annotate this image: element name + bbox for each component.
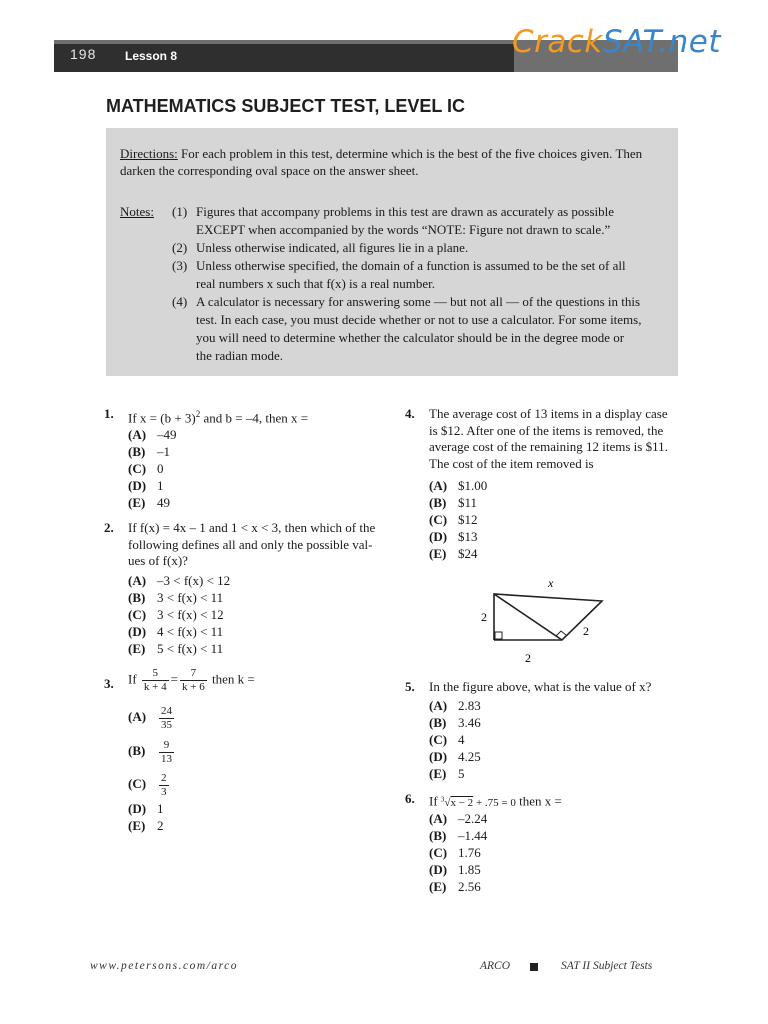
figure-hypotenuse	[494, 594, 562, 640]
choice-item: (E) $24	[429, 546, 478, 561]
footer-publisher: ARCO	[480, 960, 511, 972]
choice-item: (D) $13	[429, 529, 478, 544]
site-logo: CrackSAT.net	[512, 24, 722, 60]
question-stem-line: average cost of the remaining 12 items is $11.	[429, 439, 668, 454]
question-stem-line: The average cost of 13 items in a display case	[429, 406, 668, 421]
note-text: Unless otherwise indicated, all figures lie in a plane.	[196, 240, 469, 255]
choice-item: (E) 5	[429, 766, 465, 781]
choice-item: (C) $12	[429, 512, 478, 527]
choice-item: (C) 3 < f(x) < 12	[128, 607, 224, 622]
question-number: 5.	[405, 679, 415, 694]
question-stem-line: If f(x) = 4x – 1 and 1 < x < 3, then which of the	[128, 520, 376, 535]
question-number: 1.	[104, 406, 114, 421]
note-text: real numbers x such that f(x) is a real number.	[196, 276, 435, 291]
question-number: 2.	[104, 520, 114, 535]
question-5-stem: In the figure above, what is the value of x?	[429, 679, 652, 694]
note-text: test. In each case, you must decide whether or not to use a calculator. For some items,	[196, 312, 642, 327]
notes-label: Notes:	[120, 204, 154, 219]
directions-line-2: darken the corresponding oval space on the answer sheet.	[120, 163, 419, 178]
note-number: (3)	[172, 258, 188, 273]
choice-item: (D) 4 < f(x) < 11	[128, 624, 224, 639]
note-number: (2)	[172, 240, 188, 255]
note-text: you will need to determine whether the calculator should be in the degree mode or	[196, 330, 625, 345]
question-6-stem: If $^3$√x − 2 + .75 = 0 then x =	[429, 793, 562, 809]
choice-item: (A) –2.24	[429, 811, 488, 826]
question-stem-line: following defines all and only the possible val-	[128, 536, 373, 552]
directions-line-1: Directions: For each problem in this test, determine which is the best of the five choices given. Then	[120, 146, 643, 161]
header-bar-dark	[54, 44, 514, 72]
question-number: 6.	[405, 791, 415, 806]
choice-item: (D) 1	[128, 801, 164, 816]
note-text: A calculator is necessary for answering some — but not all — of the questions in this	[196, 294, 641, 309]
choice-item: (B) $11	[429, 495, 478, 510]
figure-label-left: 2	[481, 610, 487, 624]
choice-item: (A) $1.00	[429, 478, 488, 493]
right-angle-mark	[495, 632, 502, 639]
question-number: 3.	[104, 676, 114, 691]
choice-item: (B) –1.44	[429, 828, 488, 843]
question-number: 4.	[405, 406, 415, 421]
question-stem-line: The cost of the item removed is	[429, 455, 594, 471]
choice-item: (C) 4	[429, 732, 465, 747]
note-text: Figures that accompany problems in this test are drawn as accurately as possible	[196, 204, 615, 219]
choice-item: (C) $\frac{2}{3}$	[128, 772, 167, 798]
choice-item: (A) 2.83	[429, 698, 481, 713]
note-text: Unless otherwise specified, the domain of a function is assumed to be the set of all	[196, 258, 626, 273]
footer-square-icon	[530, 963, 538, 971]
choice-item: (E) 49	[128, 495, 170, 510]
choice-item: (C) 1.76	[429, 845, 481, 860]
choice-item: (B) 3 < f(x) < 11	[128, 590, 224, 605]
note-number: (4)	[172, 294, 188, 309]
figure-label-right: 2	[583, 624, 589, 638]
triangle-figure	[470, 574, 620, 666]
choice-item: (D) 4.25	[429, 749, 481, 764]
note-text: the radian mode.	[196, 348, 283, 363]
choice-item: (D) 1.85	[429, 862, 481, 877]
choice-item: (B) 3.46	[429, 715, 481, 730]
question-1-stem: If $x = (b + 3)^2$ and b = –4, then x =	[128, 409, 309, 426]
choice-item: (E) 2	[128, 818, 164, 833]
note-text: EXCEPT when accompanied by the words “NOTE: Figure not drawn to scale.”	[196, 222, 611, 237]
right-angle-mark	[556, 631, 566, 636]
choice-item: (A) $\frac{24}{35}$	[128, 705, 172, 731]
choice-item: (B) $\frac{9}{13}$	[128, 739, 172, 765]
footer-series: SAT II Subject Tests	[561, 960, 653, 972]
question-stem-line: ues of f(x)?	[128, 553, 188, 568]
lesson-label: Lesson 8	[125, 49, 178, 63]
choice-item: (A) –49	[128, 427, 177, 442]
page-number: 198	[70, 46, 97, 62]
choice-item: (B) –1	[128, 444, 170, 459]
note-number: (1)	[172, 204, 188, 219]
choice-item: (A) –3 < f(x) < 12	[128, 573, 231, 588]
choice-item: (D) 1	[128, 478, 164, 493]
figure-label-bottom: 2	[525, 651, 531, 665]
figure-label-x: x	[548, 576, 554, 590]
choice-item: (C) 0	[128, 461, 164, 476]
choice-item: (E) 5 < f(x) < 11	[128, 641, 224, 656]
page-title: MATHEMATICS SUBJECT TEST, LEVEL IC	[106, 96, 466, 116]
question-3-stem: If $\frac{5}{k + 4}$ = $\frac{7}{k + 6}$ then k =	[128, 667, 255, 693]
choice-item: (E) 2.56	[429, 879, 481, 894]
footer-url: www.petersons.com/arco	[90, 960, 238, 972]
question-stem-line: is $12. After one of the items is removed, the	[429, 422, 664, 438]
